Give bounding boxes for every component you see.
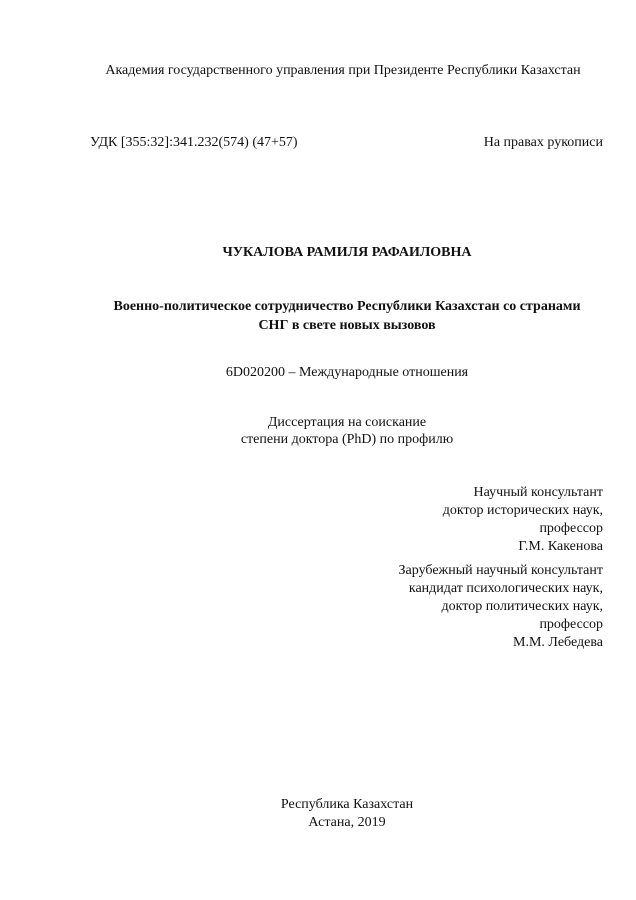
manuscript-rights-note: На правах рукописи [483, 135, 603, 150]
foreign-scientific-advisor [303, 562, 603, 652]
degree-statement-line-1: Диссертация на соискание [267, 415, 427, 430]
foreign-advisor-degree-1: кандидат психологических наук, [408, 581, 603, 596]
advisor-name: Г.М. Какенова [518, 539, 603, 554]
dissertation-title [82, 297, 612, 335]
foreign-advisor-rank: профессор [539, 617, 603, 632]
scientific-advisor [303, 484, 603, 556]
dissertation-title-line-1: Военно-политическое сотрудничество Республики Казахстан со странами [113, 299, 581, 314]
institution-name: Академия государственного управления при Президенте Республики Казахстан [105, 63, 581, 78]
country: Республика Казахстан [280, 797, 414, 812]
author-name: ЧУКАЛОВА РАМИЛЯ РАФАИЛОВНА [222, 245, 472, 260]
foreign-advisor-name: М.М. Лебедева [513, 635, 603, 650]
advisor-role: Научный консультант [473, 485, 603, 500]
advisor-rank: профессор [539, 521, 603, 536]
foreign-advisor-degree-2: доктор политических наук, [441, 599, 603, 614]
specialty-code: 6D020200 – Международные отношения [225, 365, 469, 380]
place-and-year [82, 796, 612, 832]
city-year: Астана, 2019 [308, 815, 386, 830]
degree-statement-line-2: степени доктора (PhD) по профилю [240, 432, 454, 447]
advisor-degree: доктор исторических наук, [442, 503, 603, 518]
foreign-advisor-role: Зарубежный научный консультант [398, 563, 603, 578]
dissertation-title-line-2: СНГ в свете новых вызовов [258, 318, 436, 333]
degree-statement [82, 414, 612, 448]
udk-code: УДК [355:32]:341.232(574) (47+57) [90, 135, 298, 150]
